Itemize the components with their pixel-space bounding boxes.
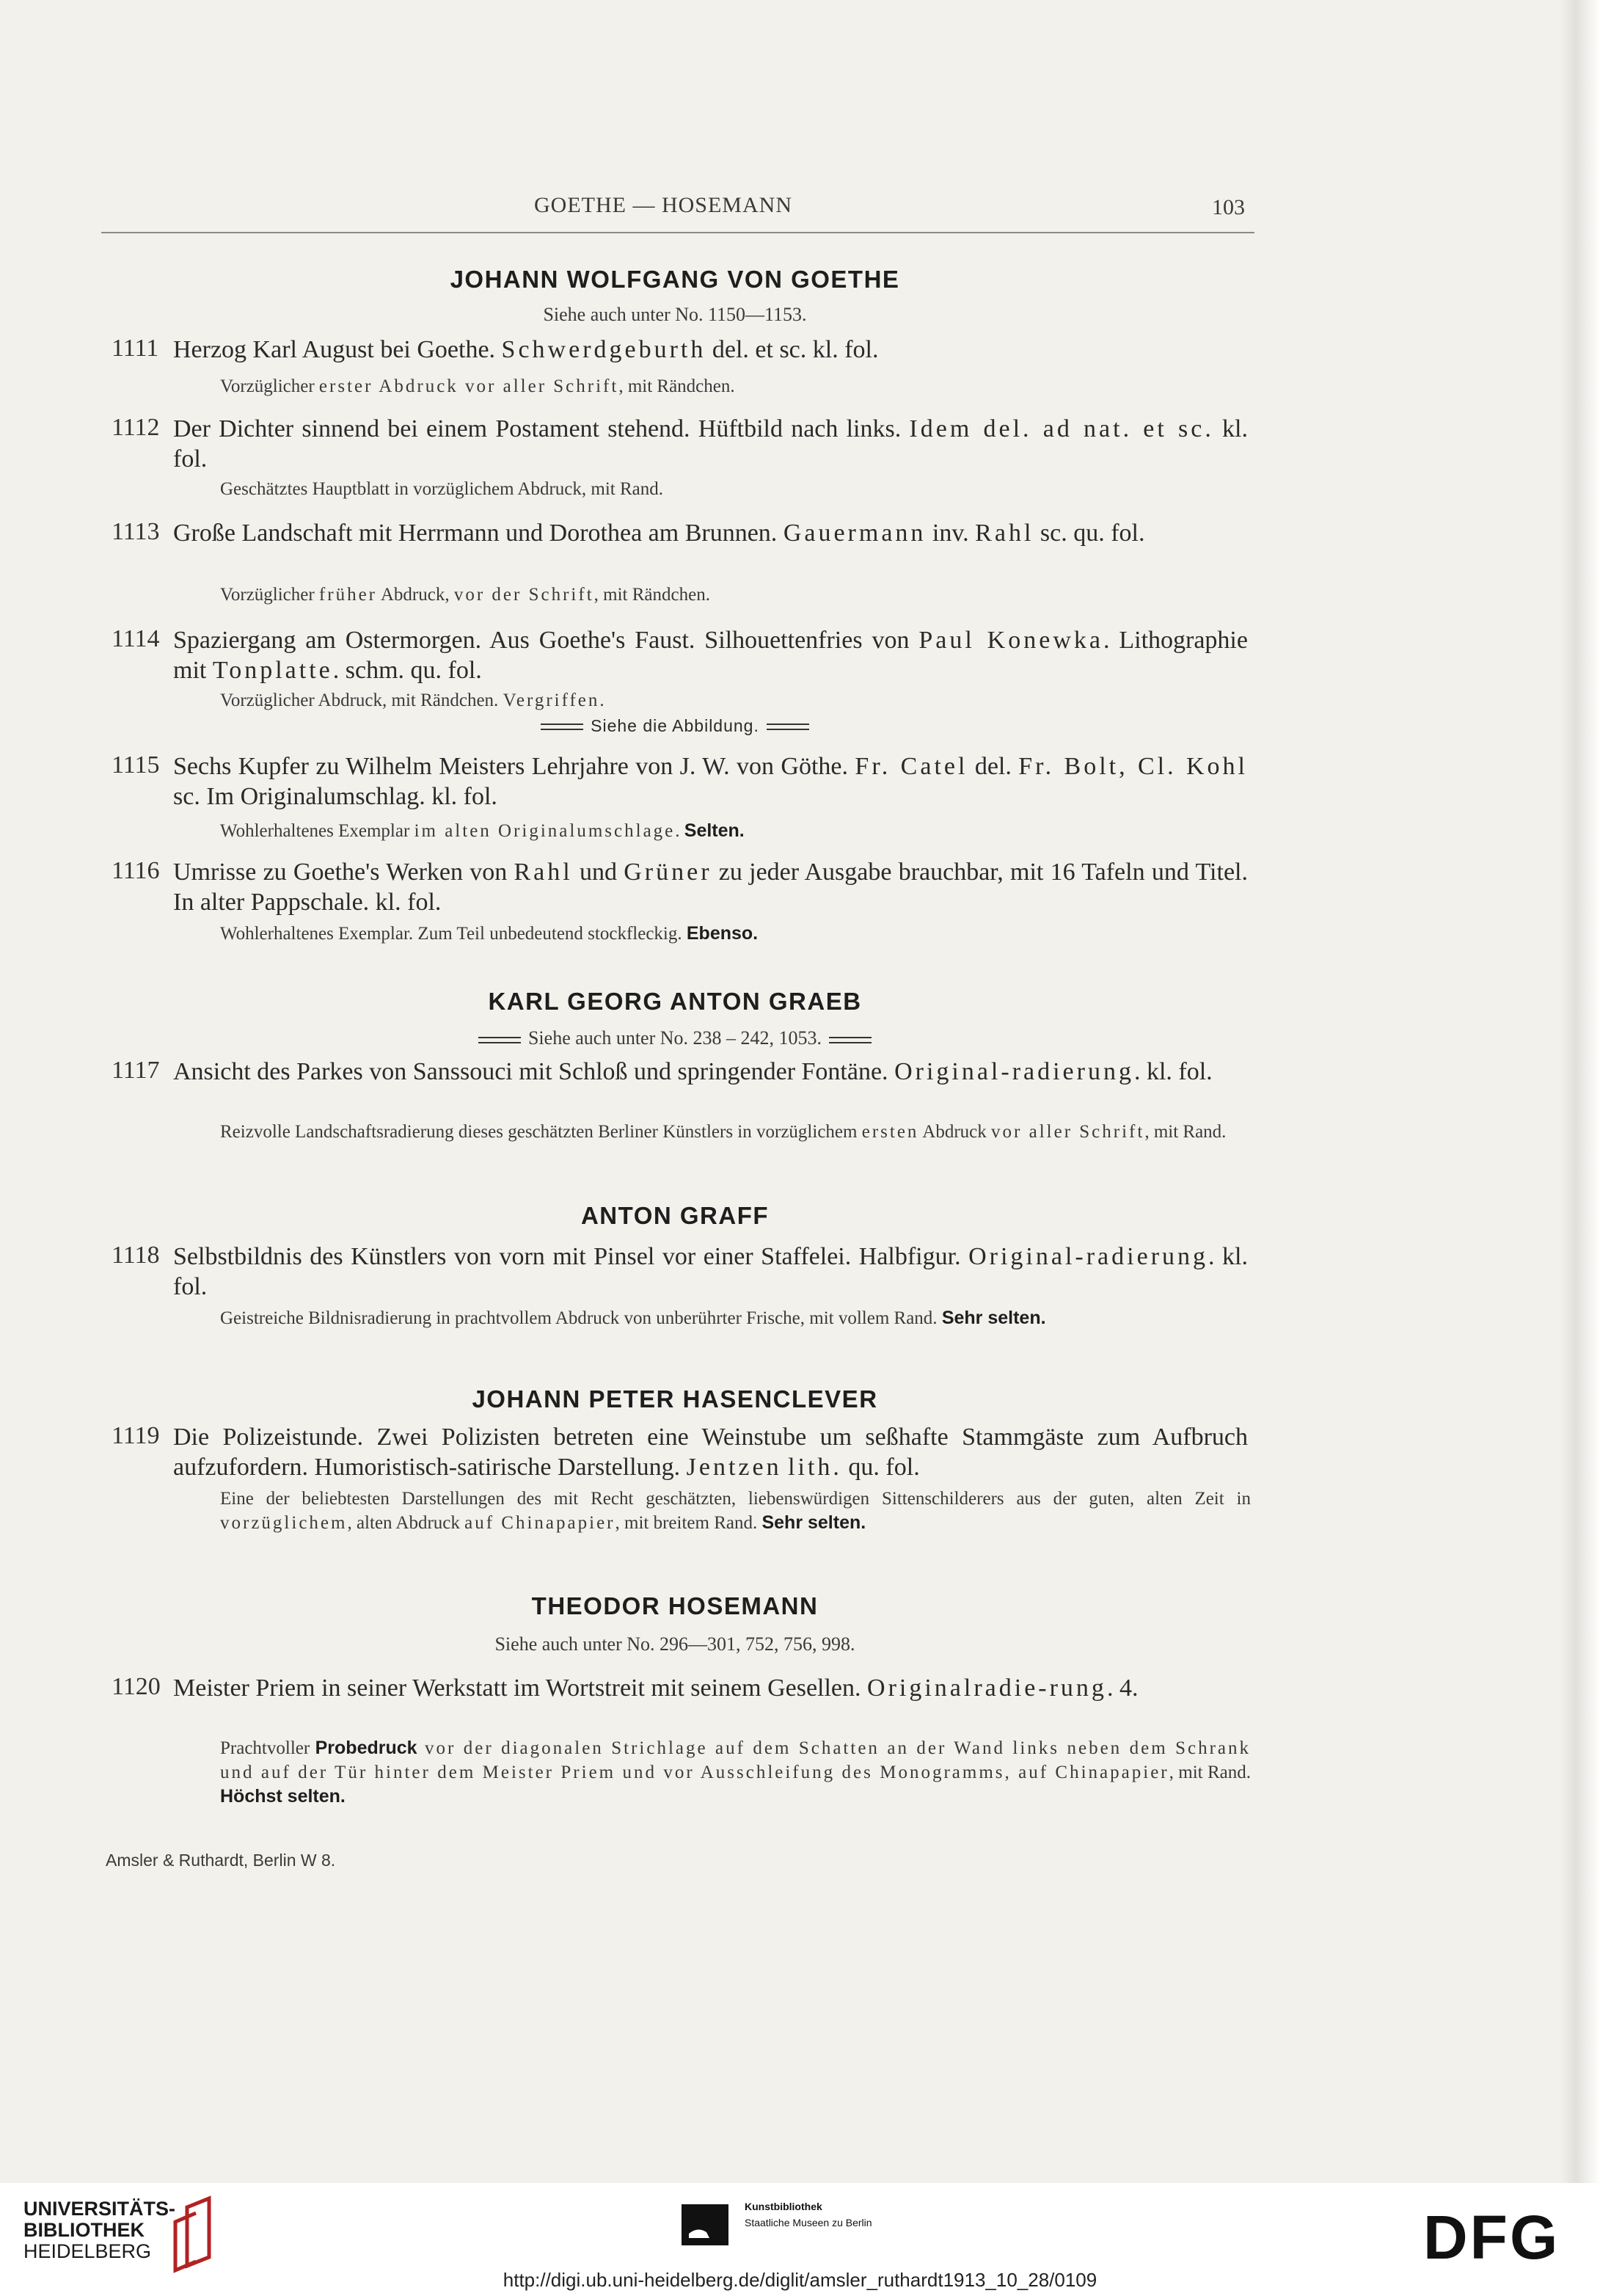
lot-note-1120: Prachtvoller Probedruck vor der diagonalen Strichlage auf dem Schatten an der Wand links neben dem Schrank und auf der Tür hinter dem Meister Priem und vor Ausschleifung des Monogramms, auf Chinapapier, mit Rand. Höchst selten.	[220, 1738, 1252, 1807]
lot-description-1119: Die Polizeistunde. Zwei Polizisten betreten eine Weinstube um seßhafte Stammgäste zum Aufbruch aufzufordern. Humoristisch-satirische Darstellung. Jentzen lith. qu. fol.	[173, 1424, 1248, 1481]
section-heading-hosemann: THEODOR HOSEMANN	[531, 1592, 819, 1619]
lot-number-1118: 1118	[112, 1242, 160, 1269]
lot-number-1115: 1115	[112, 751, 160, 779]
see-also-goethe: Siehe auch unter No. 1150—1153.	[543, 304, 807, 325]
lot-number-1116: 1116	[112, 857, 160, 884]
section-heading-hasenclever: JOHANN PETER HASENCLEVER	[472, 1385, 878, 1413]
heidelberg-library-logo-text: UNIVERSITÄTS- BIBLIOTHEK HEIDELBERG	[23, 2198, 176, 2262]
lot-note-1112: Geschätztes Hauptblatt in vorzüglichem Abdruck, mit Rand.	[220, 479, 664, 499]
section-heading-graff: ANTON GRAFF	[580, 1202, 770, 1229]
lot-number-1112: 1112	[112, 414, 160, 441]
double-rule-ornament	[478, 1037, 521, 1043]
lot-note-1116: Wohlerhaltenes Exemplar. Zum Teil unbedeutend stockfleckig. Ebenso.	[220, 923, 759, 944]
lot-number-1113: 1113	[112, 518, 160, 545]
dfg-logo[interactable]: DFG	[1423, 2203, 1560, 2272]
publisher-imprint: Amsler & Ruthardt, Berlin W 8.	[106, 1851, 336, 1870]
lot-note-1117: Reizvolle Landschaftsradierung dieses geschätzten Berliner Künstlers in vorzüglichem ersten Abdruck vor aller Schrift, mit Rand.	[220, 1122, 1227, 1142]
lot-description-1117: Ansicht des Parkes von Sanssouci mit Schloß und springender Fontäne. Original-radierung. kl. fol.	[173, 1058, 1213, 1085]
page-edge-shadow	[1560, 0, 1600, 2183]
lot-number-1111: 1111	[112, 335, 159, 362]
double-rule-ornament	[829, 1037, 872, 1043]
lot-description-1115: Sechs Kupfer zu Wilhelm Meisters Lehrjahre von J. W. von Göthe. Fr. Catel del. Fr. Bolt, Cl. Kohl sc. Im Originalumschlag. kl. fol.	[173, 753, 1248, 810]
lot-description-1116: Umrisse zu Goethe's Werken von Rahl und Grüner zu jeder Ausgabe brauchbar, mit 16 Tafeln und Titel. In alter Pappschale. kl. fol.	[173, 859, 1248, 916]
lot-number-1120: 1120	[112, 1673, 161, 1700]
lot-description-1112: Der Dichter sinnend bei einem Postament stehend. Hüftbild nach links. Idem del. ad nat. et sc. kl. fol.	[173, 415, 1248, 473]
running-head: GOETHE — HOSEMANN	[534, 193, 792, 217]
lot-number-1114: 1114	[112, 625, 160, 652]
lot-note-1111: Vorzüglicher erster Abdruck vor aller Schrift, mit Rändchen.	[220, 376, 735, 396]
lot-description-1118: Selbstbildnis des Künstlers von vorn mit Pinsel vor einer Staffelei. Halbfigur. Original-radierung. kl. fol.	[173, 1243, 1248, 1300]
lot-description-1111: Herzog Karl August bei Goethe. Schwerdgeburth del. et sc. kl. fol.	[173, 336, 879, 363]
kunstbibliothek-logo-icon[interactable]	[682, 2204, 728, 2245]
header-rule	[101, 232, 1254, 233]
lot-note-1119: Eine der beliebtesten Darstellungen des mit Recht geschätzten, liebenswürdigen Sittenschilderers aus der guten, alten Zeit in vorzüglichem, alten Abdruck auf Chinapapier, mit breitem Rand. Sehr selten.	[220, 1489, 1251, 1533]
lot-description-1114: Spaziergang am Ostermorgen. Aus Goethe's Faust. Silhouettenfries von Paul Konewka. Lithographie mit Tonplatte. schm. qu. fol.	[173, 627, 1248, 684]
permalink-url[interactable]: http://digi.ub.uni-heidelberg.de/diglit/amsler_ruthardt1913_10_28/0109	[503, 2269, 1097, 2291]
see-also-graeb: Siehe auch unter No. 238 – 242, 1053.	[0, 1027, 1350, 1049]
heidelberg-library-logo-icon[interactable]	[158, 2194, 225, 2273]
double-rule-ornament	[767, 724, 809, 730]
double-rule-ornament	[541, 724, 583, 730]
lot-number-1119: 1119	[112, 1422, 160, 1449]
illustration-reference: Siehe die Abbildung.	[0, 716, 1350, 736]
section-heading-goethe: JOHANN WOLFGANG VON GOETHE	[450, 266, 900, 293]
section-heading-graeb: KARL GEORG ANTON GRAEB	[488, 988, 862, 1015]
lot-note-1118: Geistreiche Bildnisradierung in prachtvollem Abdruck von unberührter Frische, mit vollem Rand. Sehr selten.	[220, 1308, 1046, 1328]
see-also-hosemann: Siehe auch unter No. 296—301, 752, 756, 998.	[494, 1633, 855, 1655]
lot-description-1113: Große Landschaft mit Herrmann und Dorothea am Brunnen. Gauermann inv. Rahl sc. qu. fol.	[173, 520, 1145, 547]
kunstbibliothek-logo-text: Kunstbibliothek Staatliche Museen zu Berlin	[745, 2201, 872, 2228]
lot-number-1117: 1117	[112, 1057, 160, 1084]
page-number: 103	[1212, 195, 1245, 219]
lot-description-1120: Meister Priem in seiner Werkstatt im Wortstreit mit seinem Gesellen. Originalradie-rung. 4.	[173, 1674, 1139, 1702]
lot-note-1114: Vorzüglicher Abdruck, mit Rändchen. Vergriffen.	[220, 690, 604, 710]
lot-note-1113: Vorzüglicher früher Abdruck, vor der Schrift, mit Rändchen.	[220, 585, 710, 605]
lot-note-1115: Wohlerhaltenes Exemplar im alten Originalumschlage. Selten.	[220, 820, 745, 841]
